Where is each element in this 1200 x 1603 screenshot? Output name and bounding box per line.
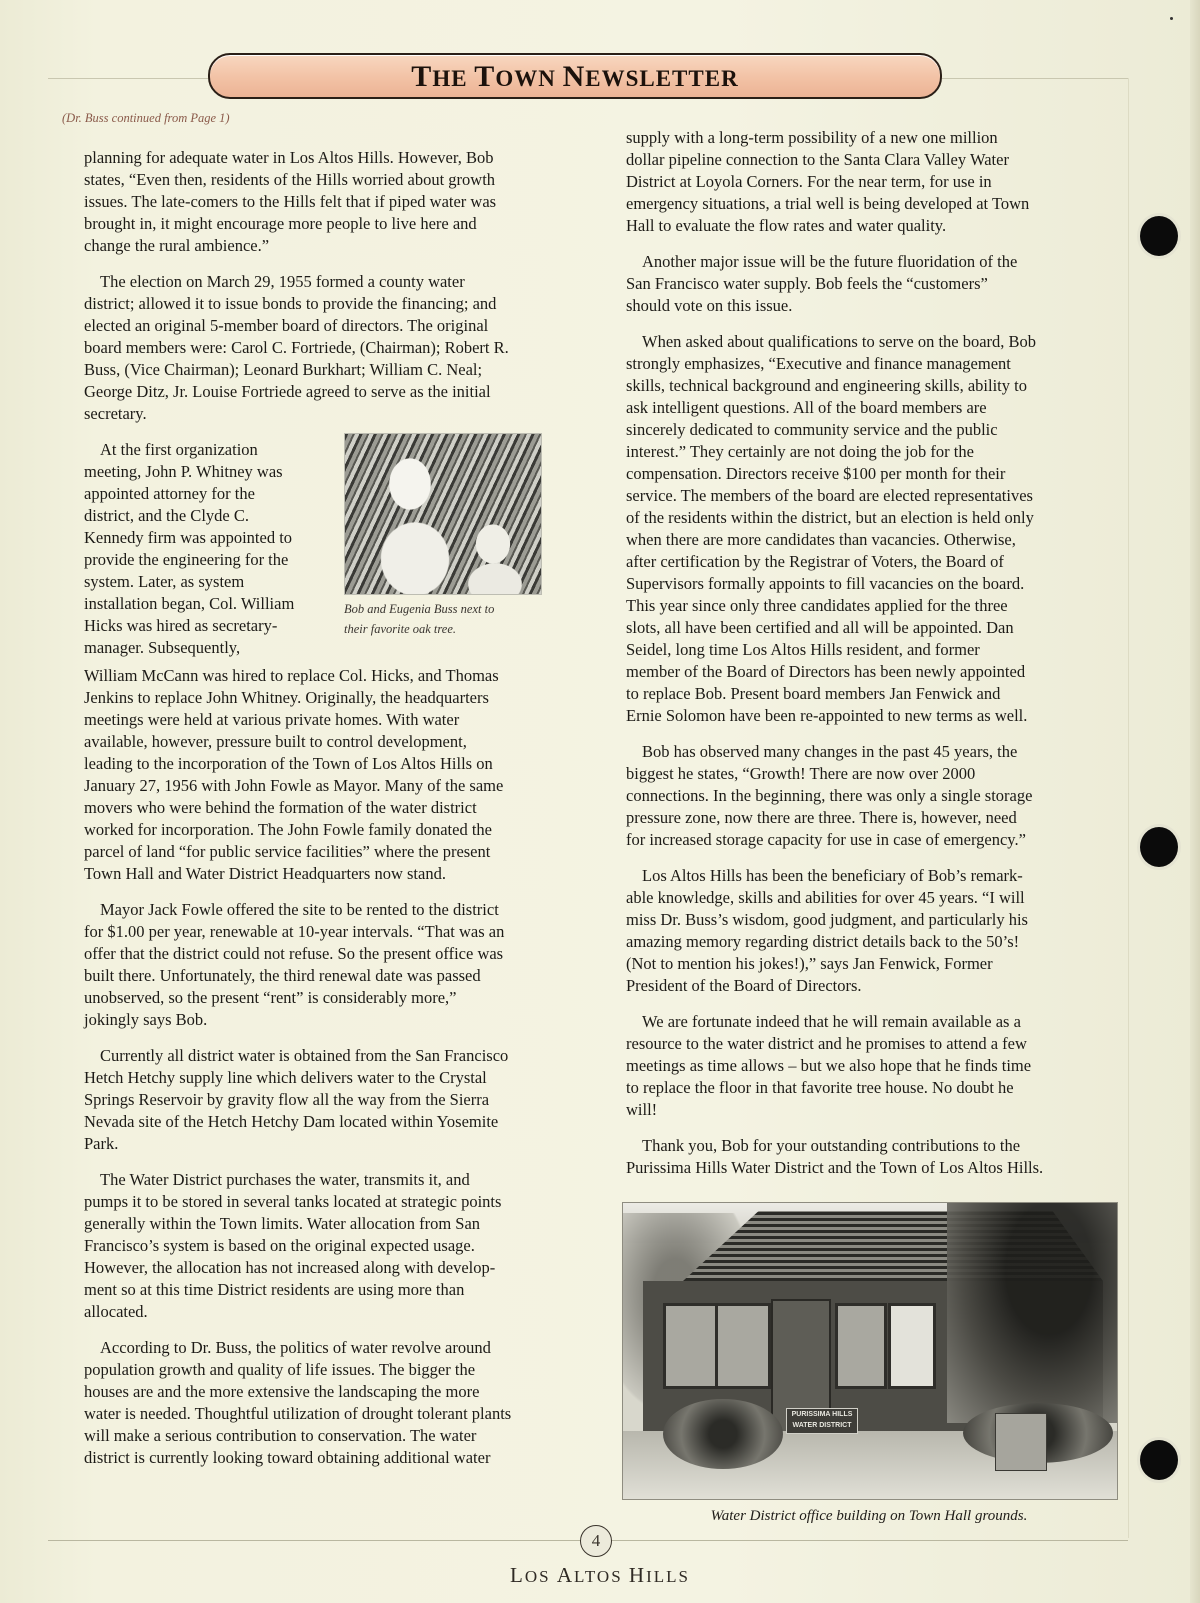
left-column (84, 147, 584, 1483)
paragraph: Bob has observed many changes in the past 45 years, the biggest he states, “Growth! There are now over 2000 connections. In the beginning, there was only a single storage pressure zone, now there are three. There is, however, need for increased storage capacity for use in case of emergency.” (626, 742, 1033, 849)
title-rest: EWSLETTER (585, 66, 739, 91)
footer-rest: OS (524, 1567, 557, 1586)
title-rest: HE (432, 66, 475, 91)
photo-window (888, 1303, 936, 1389)
paragraph: Thank you, Bob for your outstanding contributions to the Purissima Hills Water District and the Town of Los Altos Hills. (626, 1136, 1044, 1177)
punch-hole (1140, 216, 1178, 256)
scan-speck (1170, 17, 1173, 20)
masthead-banner (208, 53, 942, 99)
paragraph: William McCann was hired to replace Col. Hicks, and Thomas Jenkins to replace John Whitney. Originally, the headquarters meetings were held at various private homes. With water available, however, pressure built to control development, leading to the incorporation of the Town of Los Altos Hills on January 27, 1956 with John Fowle as Mayor. Many of the same movers who were behind the formation of the water district worked for incorporation. The John Fowle family donated the parcel of land “for public service facilities” where the present Town Hall and Water District Headquarters now stand. (84, 666, 504, 883)
paragraph: Los Altos Hills has been the beneficiary of Bob’s remark- able knowledge, skills and abilities for over 45 years. “I will miss Dr. Buss’s wisdom, good judgment, and particularly his amazing memory regarding district details back to the 50’s! (Not to mention his jokes!),” says Jan Fenwick, Former President of the Board of Directors. (626, 866, 1028, 995)
punch-hole (1140, 827, 1178, 867)
photo-water-district-office (622, 1202, 1118, 1500)
paragraph: planning for adequate water in Los Altos Hills. However, Bob states, “Even then, residents of the Hills worried about growth issues. The late-comers to the Hills felt that if piped water was brought in, it might encourage more people to live here and change the rural ambience.” (84, 148, 497, 255)
page-number: 4 (580, 1525, 612, 1557)
continued-note: (Dr. Buss continued from Page 1) (62, 111, 230, 125)
paragraph: When asked about qualifications to serve on the board, Bob strongly emphasizes, “Executive and finance management skills, technical background and engineering skills, ability to ask intelligent questions. All of the board members are sincerely dedicated to community service and the public interest.” They certainly are not doing the job for the compensation. Directors receive $100 per month for their service. The members of the board are elected representatives of the residents within the district, but an election is held only when there are more candidates than vacancies. Otherwise, after certification by the Registrar of Voters, the Board of Supervisors formally appoints to fill vacancies on the board. This year since only three candidates applied for the three slots, all have been certified and all will be appointed. Dan Seidel, long time Los Altos Hills resident, and former member of the Board of Directors has been newly appointed to replace Bob. Present board members Jan Fenwick and Ernie Solomon have been re-appointed to new terms as well. (626, 332, 1037, 725)
sign-text: PURISSIMA HILLS WATER DISTRICT (791, 1411, 853, 1429)
paragraph: supply with a long-term possibility of a new one million dollar pipeline connection to the Santa Clara Valley Water District at Loyola Corners. For the near term, for use in emergency situations, a trial well is being developed at Town Hall to evaluate the flow rates and water quality. (626, 128, 1030, 235)
paragraph: The election on March 29, 1955 formed a county water district; allowed it to issue bonds to provide the financing; and elected an original 5-member board of directors. The original board members were: Carol C. Fortriede, (Chairman); Robert R. Buss, (Vice Chairman); Leonard Burkhart; William C. Neal; George Ditz, Jr. Louise Fortriede agreed to serve as the initial secretary. (84, 272, 509, 423)
footer-rest: ILLS (646, 1567, 690, 1586)
paragraph: Mayor Jack Fowle offered the site to be rented to the district for $1.00 per year, renewable at 10-year intervals. “That was an offer that the district could not refuse. So the present office was built there. Unfortunately, the third renewal date was passed unobserved, so the present “rent” is considerably more,” jokingly says Bob. (84, 900, 505, 1029)
photo-wrap-block (84, 439, 584, 665)
paragraph: We are fortunate indeed that he will remain available as a resource to the water district and he promises to attend a few meetings as time allows – but we also hope that he finds time to replace the floor in that favorite tree house. No doubt he will! (626, 1012, 1032, 1119)
photo-window (715, 1303, 771, 1389)
punch-hole (1140, 1440, 1178, 1480)
photo-bob-and-eugenia-buss (344, 433, 542, 595)
title-cap: N (562, 60, 586, 93)
photo-bush (663, 1399, 783, 1469)
title-cap: T (474, 60, 496, 93)
paragraph: The Water District purchases the water, transmits it, and pumps it to be stored in several tanks located at strategic points generally within the Town limits. Water allocation from San Francisco’s system is based on the original expected usage. However, the allocation has not increased along with develop- ment so at this time District residents are using more than allocated. (84, 1170, 502, 1321)
paragraph: According to Dr. Buss, the politics of water revolve around population growth and quality of life issues. The bigger the houses are and the more extensive the landscaping the more water is needed. Thoughtful utilization of drought tolerant plants will make a serious contribution to conservation. The water district is currently looking toward obtaining additional water (84, 1338, 512, 1467)
photo-newspaper-box (995, 1413, 1047, 1471)
title-cap: T (411, 60, 433, 93)
title-rest: OWN (495, 66, 563, 91)
photo-sign (786, 1408, 858, 1434)
page-edge (1190, 0, 1200, 1603)
photo-caption: Bob and Eugenia Buss next to their favorite oak tree. (344, 602, 495, 636)
footer-cap: L (510, 1563, 525, 1587)
paragraph: Another major issue will be the future fluoridation of the San Francisco water supply. Bob feels the “customers” should vote on this issue. (626, 252, 1018, 315)
newsletter-title (411, 60, 738, 94)
paragraph: At the first organization meeting, John P. Whitney was appointed attorney for the district, and the Clyde C. Kennedy firm was appointed to provide the engineering for the system. Later, as system installation began, Col. William Hicks was hired as secretary- manager. Subsequently, (84, 440, 295, 657)
right-column (626, 127, 1096, 1193)
footer-cap: H (628, 1563, 647, 1587)
photo-caption: Water District office building on Town Hall grounds. (710, 1508, 1028, 1524)
photo-window (835, 1303, 887, 1389)
footer-cap: A (556, 1563, 575, 1587)
photo-tree (947, 1203, 1117, 1423)
paragraph: Currently all district water is obtained from the San Francisco Hetch Hetchy supply line which delivers water to the Crystal Springs Reservoir by gravity flow all the way from the Sierra Nevada site of the Hetch Hetchy Dam located within Yosemite Park. (84, 1046, 509, 1153)
footer-title (0, 1563, 1200, 1588)
footer-rest: LTOS (574, 1567, 629, 1586)
